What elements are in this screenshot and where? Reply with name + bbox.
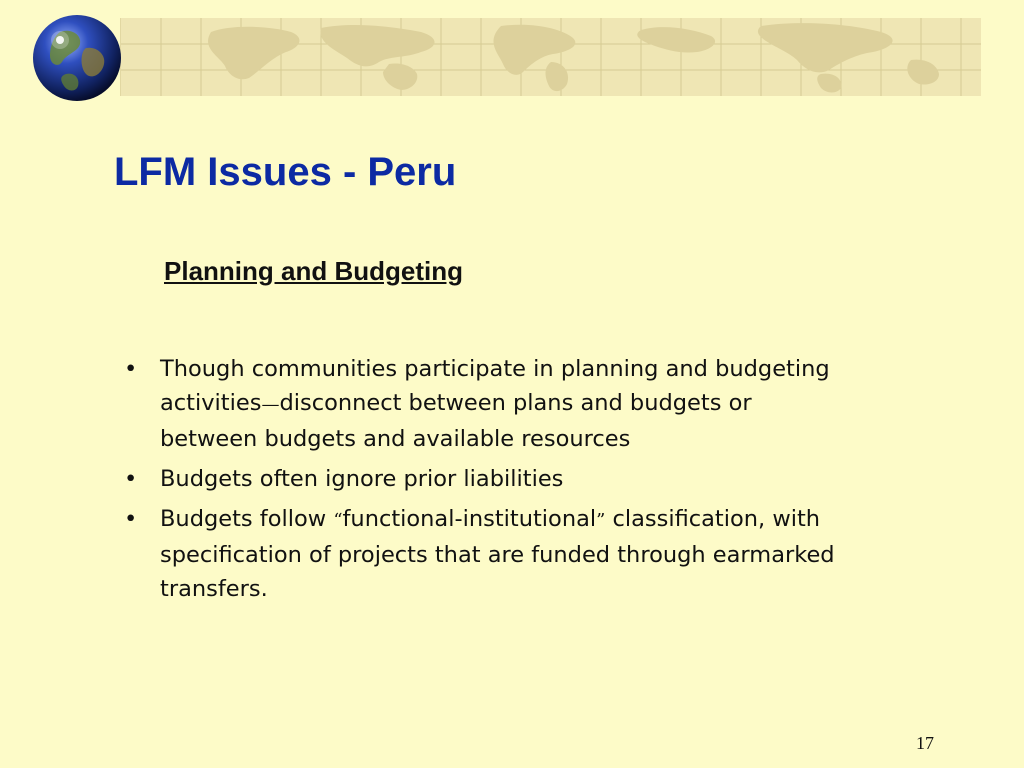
bullet-text: Though communities participate in planning and budgeting activities [160,356,830,416]
bullet-item [120,462,840,496]
bullet-item [120,352,840,456]
bullet-dot: • [124,466,138,492]
bullet-text: Budgets often ignore prior liabilities [160,466,564,492]
slide-title: LFM Issues - Peru [114,150,457,194]
world-map-banner [120,18,981,96]
em-dash: — [261,394,280,415]
bullet-dot: • [124,356,138,382]
close-quote: ” [596,510,606,531]
bullet-text: disconnect between plans and budgets or between budgets and available resources [160,390,752,452]
page-number: 17 [916,733,934,753]
open-quote: “ [333,510,343,531]
globe-icon [30,12,124,104]
bullet-list [120,352,840,612]
world-map-graphic [121,18,981,96]
slide-subtitle: Planning and Budgeting [164,256,463,286]
bullet-text: classification, with specification of projects that are funded through earmarked transfers. [160,506,835,602]
bullet-dot: • [124,506,138,532]
bullet-text: Budgets follow [160,506,334,532]
bullet-text: functional-institutional [342,506,597,532]
bullet-item [120,502,840,606]
